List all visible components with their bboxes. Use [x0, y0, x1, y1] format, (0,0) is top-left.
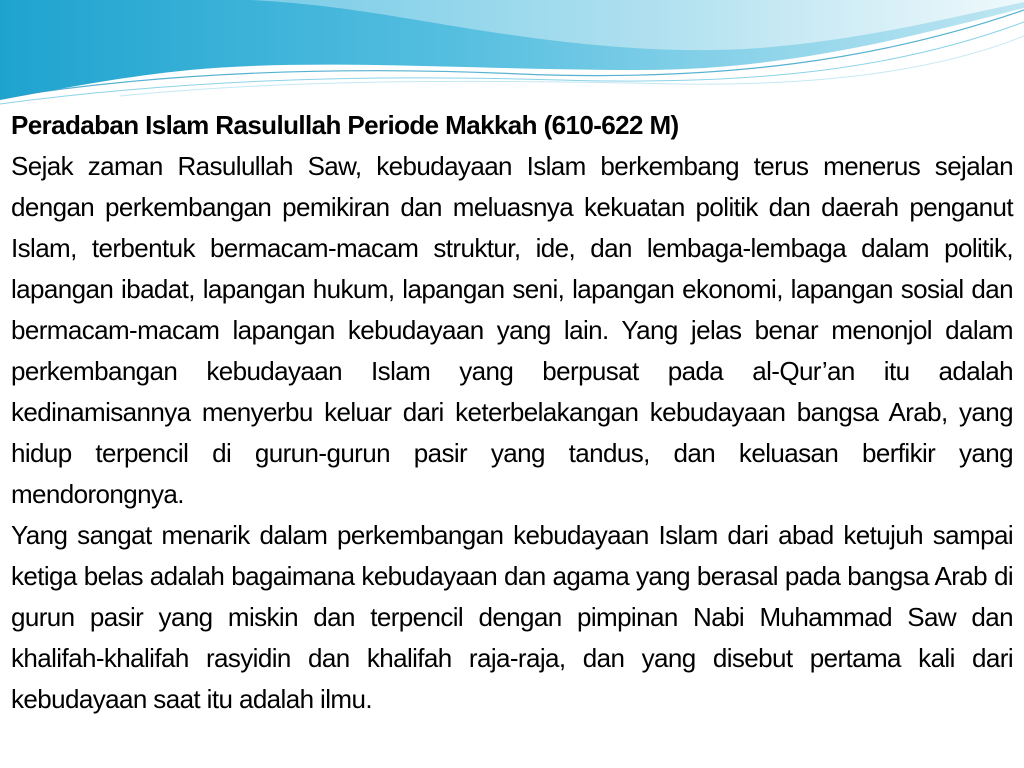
paragraph-2: Yang sangat menarik dalam perkembangan kebudayaan Islam dari abad ketujuh sampai ketiga belas adalah bagaimana kebudayaan dan agama yang berasal pada bangsa Arab di gurun pasir yang miskin dan terpencil dengan pimpinan Nabi Muhammad Saw dan khalifah-khalifah rasyidin dan khalifah raja-raja, dan yang disebut pertama kali dari kebudayaan saat itu adalah ilmu. [11, 520, 1013, 714]
slide-title: Peradaban Islam Rasulullah Periode Makkah (610-622 M) [11, 110, 679, 140]
slide-content [11, 105, 1013, 720]
paragraph-1: Sejak zaman Rasulullah Saw, kebudayaan Islam berkembang terus menerus sejalan dengan perkembangan pemikiran dan meluasnya kekuatan politik dan daerah penganut Islam, terbentuk bermacam-macam struktur, ide, dan lembaga-lembaga dalam politik, lapangan ibadat, lapangan hukum, lapangan seni, lapangan ekonomi, lapangan sosial dan bermacam-macam lapangan kebudayaan yang lain. Yang jelas benar menonjol dalam perkembangan kebudayaan Islam yang berpusat pada al-Qur’an itu adalah kedinamisannya menyerbu keluar dari keterbelakangan kebudayaan bangsa Arab, yang hidup terpencil di gurun-gurun pasir yang tandus, dan keluasan berfikir yang mendorongnya. [11, 151, 1013, 509]
header-wave-decoration [0, 0, 1024, 110]
